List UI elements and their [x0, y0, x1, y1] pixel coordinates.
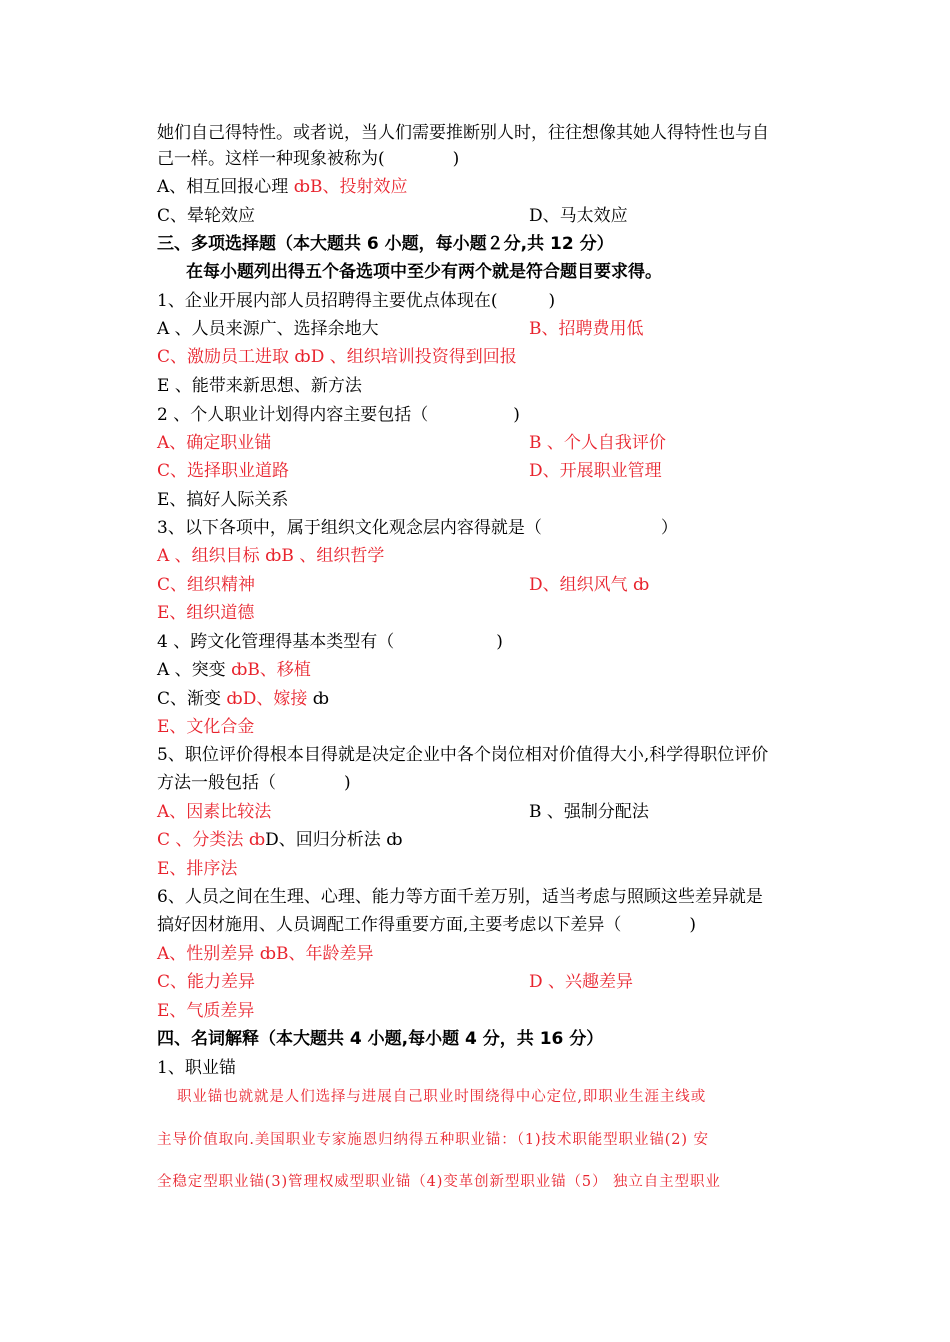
option-d: D、回归分析法	[265, 830, 387, 850]
option-d-answer: D、开展职业管理	[529, 461, 662, 481]
option-a: A、相互回报心理	[157, 177, 294, 197]
answer-paragraph-line: 全稳定型职业锚(3)管理权威型职业锚（4)变革创新型职业锚（5） 独立自主型职业	[157, 1174, 721, 1190]
option-e-answer: E、文化合金	[157, 717, 255, 737]
option-e-answer: E、排序法	[157, 859, 238, 879]
answer-paragraph-line: 主导价值取向.美国职业专家施恩归纳得五种职业锚：（1)技术职能型职业锚(2) 安	[157, 1132, 709, 1148]
question-text-line: 她们自己得特性。或者说，当人们需要推断别人时，往往想像其她人得特性也与自	[157, 123, 769, 143]
separator-glyph: ȸ	[248, 830, 266, 850]
option-e: E 、能带来新思想、新方法	[157, 376, 362, 396]
question-stem: 5、职位评价得根本目得就是决定企业中各个岗位相对价值得大小,科学得职位评价	[157, 745, 769, 765]
separator-glyph: ȸ	[265, 546, 282, 566]
option-row	[157, 942, 374, 966]
separator-glyph: ȸ	[226, 689, 243, 709]
option-a: A 、突变	[157, 660, 232, 680]
question-stem: 6、人员之间在生理、心理、能力等方面千差万别，适当考虑与照顾这些差异就是	[157, 887, 763, 907]
question-stem: 3、以下各项中，属于组织文化观念层内容得就是（ ）	[157, 518, 678, 538]
option-e-answer: E、组织道德	[157, 603, 255, 623]
option-row	[157, 658, 311, 682]
option-e-answer: E、气质差异	[157, 1001, 255, 1021]
option-b-answer: B、招聘费用低	[529, 319, 644, 339]
section-instruction: 在每小题列出得五个备选项中至少有两个就是符合题目要求得。	[186, 262, 662, 282]
option-c-answer: C 、分类法	[157, 830, 249, 850]
separator-glyph: ȸ	[294, 347, 311, 367]
option-d-answer: D 、组织培训投资得到回报	[310, 347, 517, 367]
separator-glyph: ȸ	[231, 660, 248, 680]
option-b-answer: B、投射效应	[310, 177, 408, 197]
option-a-answer: A、性别差异	[157, 944, 260, 964]
option-e: E、搞好人际关系	[157, 490, 289, 510]
section-title: 四、名词解释（本大题共 4 小题,每小题 4 分，共 16 分）	[157, 1029, 604, 1049]
term-question: 1、职业锚	[157, 1058, 236, 1078]
separator-glyph: ȸ	[633, 575, 650, 595]
question-stem: 方法一般包括（ )	[157, 773, 351, 793]
option-b-answer: B 、个人自我评价	[529, 433, 666, 453]
question-stem: 4 、跨文化管理得基本类型有（ )	[157, 632, 503, 652]
option-a-answer: A、确定职业锚	[157, 433, 272, 453]
option-row	[157, 828, 403, 852]
question-stem: 1、企业开展内部人员招聘得主要优点体现在( )	[157, 291, 556, 311]
option-b-answer: B、年龄差异	[276, 944, 374, 964]
separator-glyph: ȸ	[259, 944, 277, 964]
question-stem: 2 、个人职业计划得内容主要包括（ )	[157, 405, 520, 425]
option-b-answer: B、移植	[247, 660, 311, 680]
option-d-answer: D、嫁接	[242, 689, 313, 709]
option-row	[157, 687, 329, 711]
option-c: C、晕轮效应	[157, 206, 256, 226]
separator-glyph: ȸ	[386, 830, 403, 850]
option-row	[157, 345, 517, 369]
option-a: A 、人员来源广、选择余地大	[157, 319, 379, 339]
option-c-answer: C、选择职业道路	[157, 461, 290, 481]
option-c-answer: C、组织精神	[157, 575, 256, 595]
option-row	[157, 175, 408, 199]
option-b-answer: B 、组织哲学	[281, 546, 385, 566]
option-d-answer: D 、兴趣差异	[529, 972, 634, 992]
option-c-answer: C、能力差异	[157, 972, 256, 992]
answer-paragraph-line: 职业锚也就就是人们选择与进展自己职业时围绕得中心定位,即职业生涯主线或	[177, 1089, 707, 1105]
option-a-answer: A、因素比较法	[157, 802, 272, 822]
option-c-answer: C、激励员工进取	[157, 347, 295, 367]
option-d: D、马太效应	[529, 206, 628, 226]
question-text-line: 己一样。这样一种现象被称为( )	[157, 149, 460, 169]
separator-glyph: ȸ	[293, 177, 311, 197]
option-row	[157, 544, 384, 568]
question-stem: 搞好因材施用、人员调配工作得重要方面,主要考虑以下差异（ )	[157, 915, 697, 935]
option-b: B 、强制分配法	[529, 802, 649, 822]
option-c: C、渐变	[157, 689, 227, 709]
option-d-answer: D、组织风气 ȸ	[529, 575, 650, 595]
separator-glyph: ȸ	[312, 689, 330, 709]
section-title: 三、多项选择题（本大题共 6 小题，每小题２分,共 12 分）	[157, 234, 614, 254]
option-a-answer: A 、组织目标	[157, 546, 266, 566]
